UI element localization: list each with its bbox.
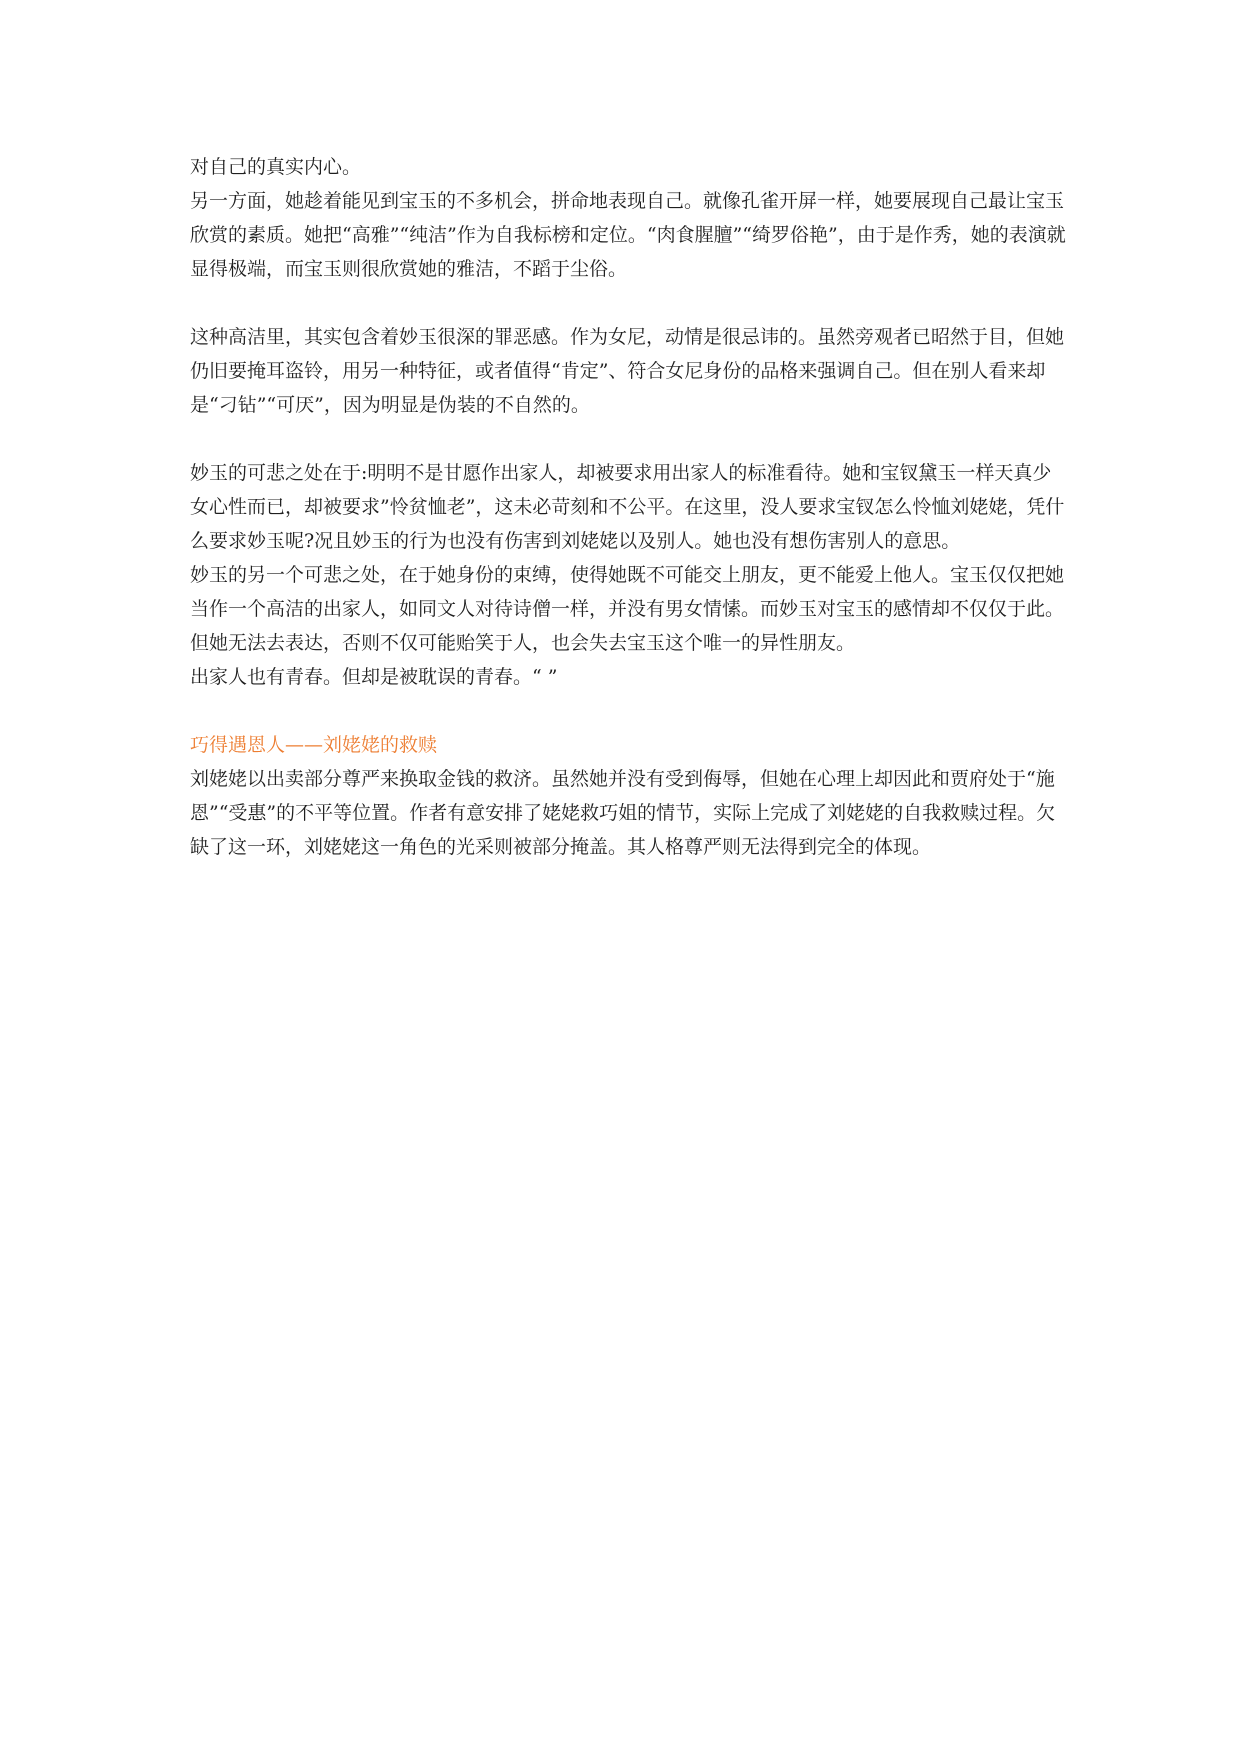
paragraph: 对自己的真实内心。	[190, 156, 362, 178]
paragraph-spacer	[190, 694, 1070, 728]
paragraph-spacer	[190, 286, 1070, 320]
paragraph: 出家人也有青春。但却是被耽误的青春。“ ”	[190, 666, 558, 688]
document-body	[190, 150, 1070, 864]
paragraph: 妙玉的另一个可悲之处，在于她身份的束缚，使得她既不可能交上朋友，更不能爱上他人。宝玉仅仅把她当作一个高洁的出家人，如同文人对待诗僧一样，并没有男女情愫。而妙玉对宝玉的感情却不仅仅于此。但她无法去表达，否则不仅可能贻笑于人，也会失去宝玉这个唯一的异性朋友。	[190, 564, 1065, 654]
section-heading: 巧得遇恩人——刘姥姥的救赎	[190, 734, 438, 756]
paragraph: 这种高洁里，其实包含着妙玉很深的罪恶感。作为女尼，动情是很忌讳的。虽然旁观者已昭然于目，但她仍旧要掩耳盗铃，用另一种特征，或者值得“肯定”、符合女尼身份的品格来强调自己。但在别人看来却是“刁钻”“可厌”，因为明显是伪装的不自然的。	[190, 326, 1065, 416]
paragraph: 妙玉的可悲之处在于:明明不是甘愿作出家人，却被要求用出家人的标准看待。她和宝钗黛玉一样天真少女心性而已，却被要求”怜贫恤老”，这未必苛刻和不公平。在这里，没人要求宝钗怎么怜恤刘姥姥，凭什么要求妙玉呢?况且妙玉的行为也没有伤害到刘姥姥以及别人。她也没有想伤害别人的意思。	[190, 462, 1065, 552]
paragraph-spacer	[190, 422, 1070, 456]
paragraph: 另一方面，她趁着能见到宝玉的不多机会，拼命地表现自己。就像孔雀开屏一样，她要展现自己最让宝玉欣赏的素质。她把“高雅”“纯洁”作为自我标榜和定位。“肉食腥膻”“绮罗俗艳”，由于是作秀，她的表演就显得极端，而宝玉则很欣赏她的雅洁，不蹈于尘俗。	[190, 190, 1066, 280]
paragraph: 刘姥姥以出卖部分尊严来换取金钱的救济。虽然她并没有受到侮辱，但她在心理上却因此和贾府处于“施恩”“受惠”的不平等位置。作者有意安排了姥姥救巧姐的情节，实际上完成了刘姥姥的自我救赎过程。欠缺了这一环，刘姥姥这一角色的光采则被部分掩盖。其人格尊严则无法得到完全的体现。	[190, 768, 1056, 858]
